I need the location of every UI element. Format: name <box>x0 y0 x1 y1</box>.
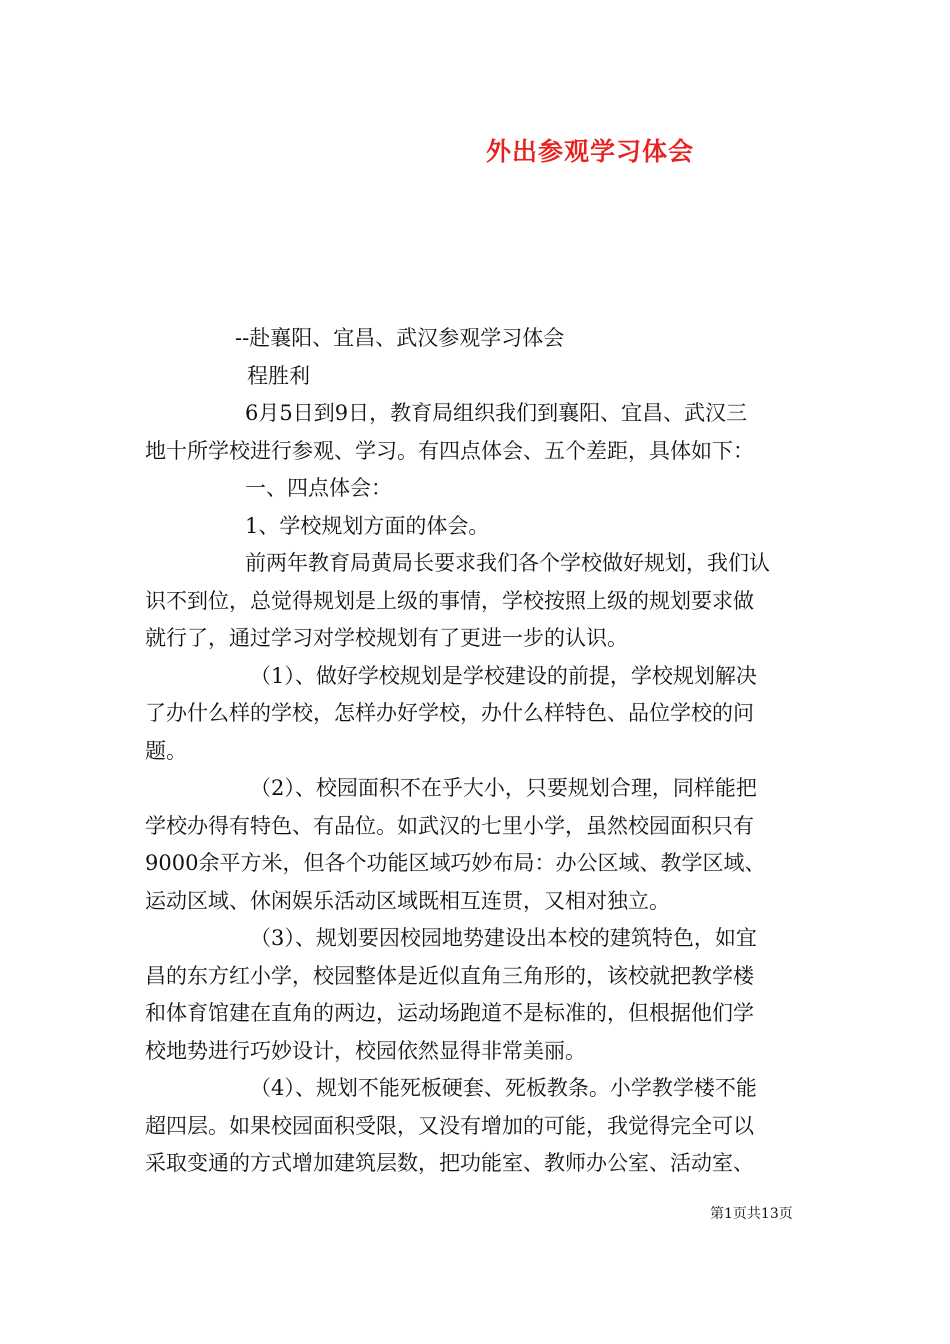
paragraph-line: 6月5日到9日，教育局组织我们到襄阳、宜昌、武汉三 <box>245 401 748 425</box>
paragraph <box>145 658 807 771</box>
paragraph <box>145 395 807 470</box>
paragraph-line: 一、四点体会： <box>245 476 392 500</box>
document-subtitle: --赴襄阳、宜昌、武汉参观学习体会 <box>235 326 565 350</box>
paragraph-line: 运动区域、休闲娱乐活动区域既相互连贯，又相对独立。 <box>145 888 670 913</box>
paragraph-list <box>145 395 807 1183</box>
paragraph-line: 了办什么样的学校，怎样办好学校，办什么样特色、品位学校的问 <box>145 701 754 725</box>
paragraph-line: 题。 <box>145 738 187 763</box>
document-author: 程胜利 <box>247 363 310 388</box>
document-body <box>145 320 807 1183</box>
paragraph <box>145 470 807 508</box>
paragraph-line: （3）、规划要因校园地势建设出本校的建筑特色，如宜 <box>250 926 757 950</box>
paragraph <box>145 545 807 658</box>
paragraph-line: （4）、规划不能死板硬套、死板教条。小学教学楼不能 <box>250 1076 757 1100</box>
paragraph <box>145 770 807 920</box>
paragraph <box>145 920 807 1070</box>
paragraph-line: 识不到位，总觉得规划是上级的事情，学校按照上级的规划要求做 <box>145 588 754 613</box>
paragraph <box>145 1070 807 1183</box>
paragraph-line: 采取变通的方式增加建筑层数，把功能室、教师办公室、活动室、 <box>145 1151 754 1175</box>
paragraph-line: （1）、做好学校规划是学校建设的前提，学校规划解决 <box>250 663 757 688</box>
paragraph-line: 前两年教育局黄局长要求我们各个学校做好规划，我们认 <box>245 551 770 575</box>
document-title: 外出参观学习体会 <box>486 137 695 166</box>
paragraph-line: 学校办得有特色、有品位。如武汉的七里小学，虽然校园面积只有 <box>145 813 754 838</box>
paragraph-line: 就行了，通过学习对学校规划有了更进一步的认识。 <box>145 626 628 650</box>
paragraph-line: 昌的东方红小学，校园整体是近似直角三角形的，该校就把教学楼 <box>145 963 754 988</box>
paragraph-line: 9000余平方米，但各个功能区域巧妙布局：办公区域、教学区域、 <box>145 851 766 875</box>
paragraph-line: 和体育馆建在直角的两边，运动场跑道不是标准的，但根据他们学 <box>145 1001 754 1025</box>
paragraph-line: （2）、校园面积不在乎大小，只要规划合理，同样能把 <box>250 776 757 800</box>
paragraph-line: 1、学校规划方面的体会。 <box>245 513 490 538</box>
paragraph-line: 地十所学校进行参观、学习。有四点体会、五个差距，具体如下： <box>145 438 754 463</box>
paragraph <box>145 508 807 546</box>
paragraph-line: 超四层。如果校园面积受限，又没有增加的可能，我觉得完全可以 <box>145 1113 754 1138</box>
page-number: 第1页共13页 <box>710 1206 793 1222</box>
paragraph-line: 校地势进行巧妙设计，校园依然显得非常美丽。 <box>145 1038 586 1063</box>
